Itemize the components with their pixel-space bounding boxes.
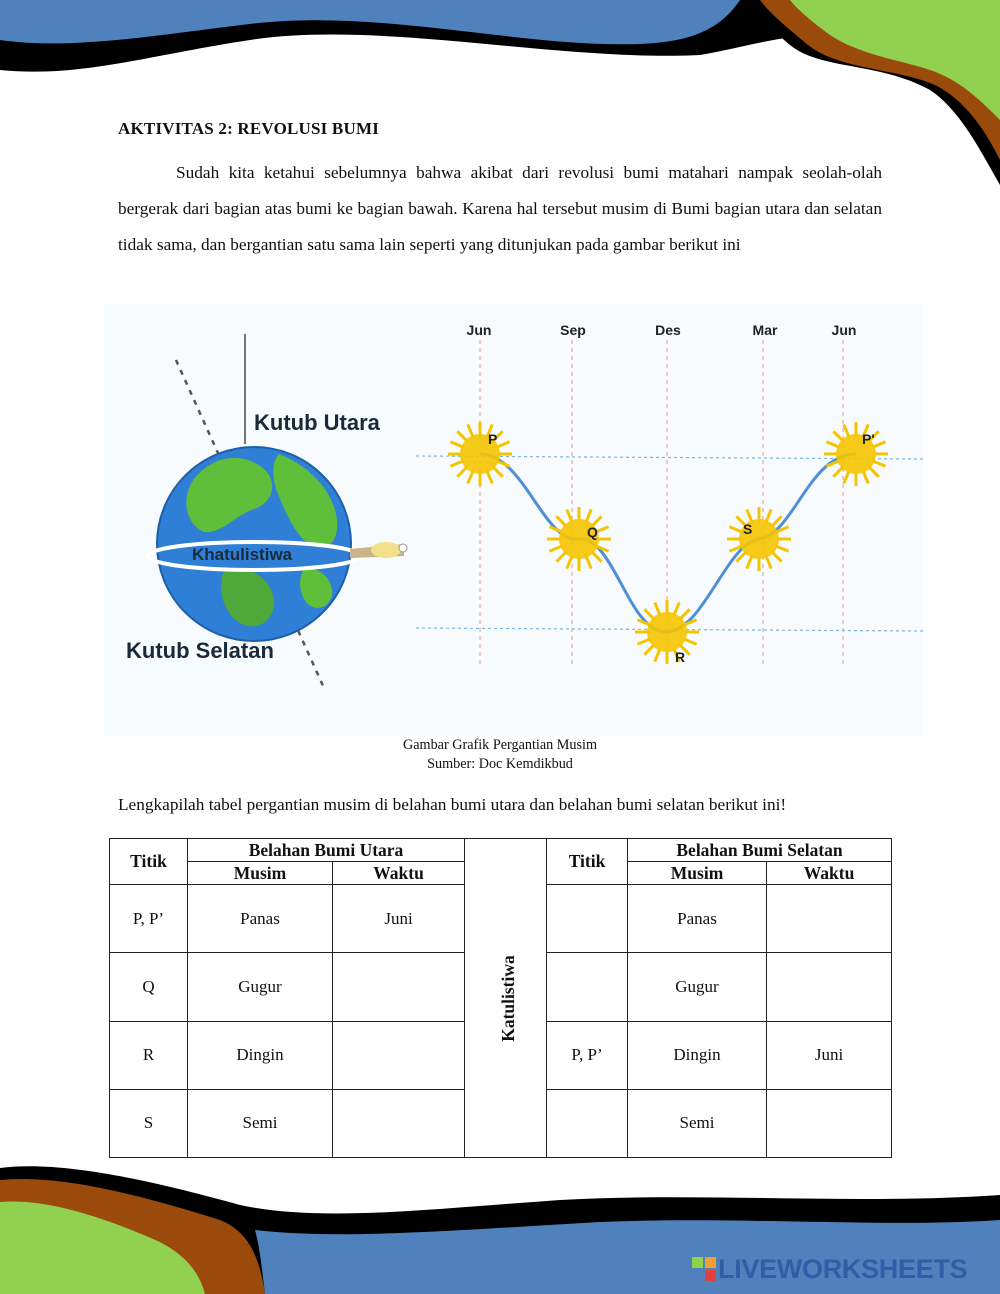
south-time-cell[interactable] <box>767 1089 892 1157</box>
south-season-cell: Gugur <box>628 953 767 1021</box>
south-hemisphere-header: Belahan Bumi Selatan <box>628 839 892 862</box>
sun-marker <box>448 422 512 486</box>
table-instruction: Lengkapilah tabel pergantian musim di belahan bumi utara dan belahan bumi selatan berikut ini! <box>118 795 787 814</box>
month-label: Mar <box>752 322 778 338</box>
north-point-cell: P, P’ <box>110 885 188 953</box>
south-point-cell[interactable] <box>547 953 628 1021</box>
north-hemisphere-header: Belahan Bumi Utara <box>188 839 465 862</box>
liveworksheets-logo-icon <box>692 1257 716 1281</box>
north-time-cell[interactable] <box>333 953 465 1021</box>
north-point-cell: R <box>110 1021 188 1089</box>
sun-point-label: Q <box>587 524 598 540</box>
month-label: Jun <box>466 322 492 338</box>
south-point-cell: P, P’ <box>547 1021 628 1089</box>
north-pole-label: Kutub Utara <box>254 410 380 435</box>
south-point-header: Titik <box>547 839 628 885</box>
equator-label: Khatulistiwa <box>192 545 293 564</box>
north-time-header: Waktu <box>333 862 465 885</box>
north-season-cell: Gugur <box>188 953 333 1021</box>
equator-column <box>465 839 547 1158</box>
north-time-cell[interactable] <box>333 1089 465 1157</box>
equator-column-label: Katulistiwa <box>497 954 518 1042</box>
month-label: Sep <box>560 322 586 338</box>
north-time-cell[interactable] <box>333 1021 465 1089</box>
season-figure <box>104 304 923 736</box>
intro-paragraph: Sudah kita ketahui sebelumnya bahwa akibat dari revolusi bumi matahari nampak seolah-olah bergerak dari bagian atas bumi ke bagian bawah. Karena hal tersebut musim di Bumi bagian utara dan selatan tidak sama, dan bergantian satu sama lain seperti yang ditunjukan pada gambar berikut ini <box>118 163 882 254</box>
south-season-cell: Dingin <box>628 1021 767 1089</box>
south-time-header: Waktu <box>767 862 892 885</box>
south-season-cell: Semi <box>628 1089 767 1157</box>
north-season-header: Musim <box>188 862 333 885</box>
south-pole-label: Kutub Selatan <box>126 638 274 663</box>
north-season-cell: Dingin <box>188 1021 333 1089</box>
north-season-cell: Semi <box>188 1089 333 1157</box>
sun-point-label: P' <box>862 431 875 447</box>
south-season-cell: Panas <box>628 885 767 953</box>
month-label: Jun <box>831 322 857 338</box>
north-season-cell: Panas <box>188 885 333 953</box>
season-table <box>109 838 892 1158</box>
brand-text: LIVEWORKSHEETS <box>718 1253 968 1284</box>
caption-title: Gambar Grafik Pergantian Musim <box>403 737 597 753</box>
north-time-cell: Juni <box>333 885 465 953</box>
south-season-header: Musim <box>628 862 767 885</box>
sun-marker <box>824 422 888 486</box>
north-point-cell: Q <box>110 953 188 1021</box>
sun-marker <box>727 507 791 571</box>
sun-point-label: S <box>743 521 753 537</box>
activity-heading: AKTIVITAS 2: REVOLUSI BUMI <box>118 119 380 138</box>
south-point-cell[interactable] <box>547 1089 628 1157</box>
figure-caption <box>0 736 1000 774</box>
caption-source: Sumber: Doc Kemdikbud <box>427 756 573 772</box>
south-time-cell[interactable] <box>767 953 892 1021</box>
sun-marker <box>547 507 611 571</box>
north-point-header: Titik <box>110 839 188 885</box>
south-time-cell[interactable] <box>767 885 892 953</box>
month-label: Des <box>655 322 681 338</box>
south-point-cell[interactable] <box>547 885 628 953</box>
liveworksheets-brand[interactable] <box>692 1253 967 1285</box>
sun-point-label: R <box>675 649 686 665</box>
south-time-cell: Juni <box>767 1021 892 1089</box>
sun-point-label: P <box>488 431 498 447</box>
north-point-cell: S <box>110 1089 188 1157</box>
